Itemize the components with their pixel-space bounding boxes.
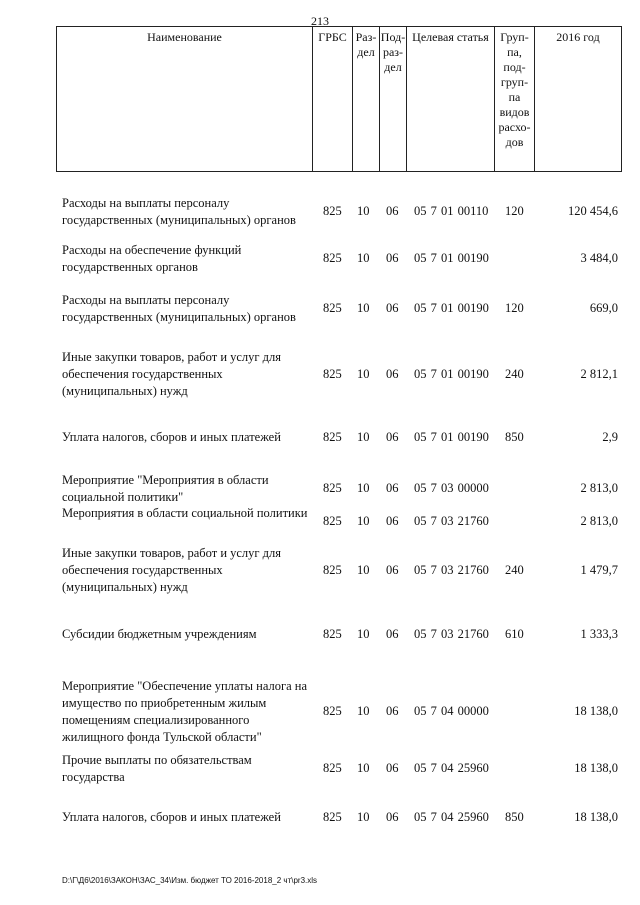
- row-group: 120: [505, 301, 524, 315]
- header-year: 2016 год: [556, 30, 600, 44]
- row-grbs: 825: [323, 204, 342, 218]
- row-name: Расходы на обеспечение функций государственных органов: [62, 243, 242, 274]
- row-name: Уплата налогов, сборов и иных платежей: [62, 810, 281, 824]
- header-grbs: ГРБС: [313, 27, 353, 171]
- row-amount: 18 138,0: [574, 761, 618, 775]
- row-podrazdel: 06: [386, 481, 399, 495]
- row-grbs: 825: [323, 481, 342, 495]
- row-razdel: 10: [357, 810, 370, 824]
- row-name: Расходы на выплаты персоналу государственных (муниципальных) органов: [62, 196, 296, 227]
- row-target: 05 7 04 25960: [414, 810, 489, 824]
- row-podrazdel: 06: [386, 367, 399, 381]
- table-header: [56, 26, 622, 172]
- row-amount: 2 813,0: [580, 481, 618, 495]
- row-podrazdel: 06: [386, 627, 399, 641]
- row-grbs: 825: [323, 367, 342, 381]
- row-amount: 669,0: [589, 301, 618, 315]
- header-target: Целевая статья: [407, 27, 495, 171]
- row-target: 05 7 03 21760: [414, 514, 489, 528]
- row-target: 05 7 01 00190: [414, 251, 489, 265]
- row-group: 850: [505, 810, 524, 824]
- row-grbs: 825: [323, 704, 342, 718]
- row-name: Мероприятие "Мероприятия в области социальной политики": [62, 473, 269, 504]
- header-razdel: Раз- дел: [353, 27, 380, 171]
- row-razdel: 10: [357, 251, 370, 265]
- row-name: Расходы на выплаты персоналу государственных (муниципальных) органов: [62, 293, 296, 324]
- row-name: Мероприятие "Обеспечение уплаты налога на имущество по приобретенным жилым помещениям специализированного жилищного фонда Тульской области": [62, 679, 308, 744]
- row-target: 05 7 01 00190: [414, 367, 489, 381]
- header-name: Наименование: [57, 27, 313, 171]
- row-target: 05 7 03 00000: [414, 481, 489, 495]
- row-podrazdel: 06: [386, 810, 399, 824]
- header-group: Груп- па, под- груп- па видов расхо- дов: [495, 27, 535, 171]
- row-amount: 2 812,1: [580, 367, 618, 381]
- file-path-footer: D:\Г\Д6\2016\ЗАКОН\ЗАС_34\Изм. бюджет ТО 2016-2018_2 чт\pr3.xls: [62, 876, 318, 885]
- row-name: Иные закупки товаров, работ и услуг для обеспечения государственных (муниципальных) нужд: [62, 350, 282, 398]
- header-podrazdel: Под- раз- дел: [380, 27, 407, 171]
- row-name: Субсидии бюджетным учреждениям: [62, 627, 257, 641]
- row-podrazdel: 06: [386, 204, 399, 218]
- row-group: 240: [505, 563, 524, 577]
- row-group: 610: [505, 627, 524, 641]
- page-number: 213: [311, 14, 329, 28]
- row-amount: 3 484,0: [580, 251, 618, 265]
- row-grbs: 825: [323, 251, 342, 265]
- row-razdel: 10: [357, 563, 370, 577]
- row-podrazdel: 06: [386, 514, 399, 528]
- row-name: Мероприятия в области социальной политики: [62, 506, 308, 520]
- row-name: Уплата налогов, сборов и иных платежей: [62, 430, 281, 444]
- row-razdel: 10: [357, 761, 370, 775]
- row-podrazdel: 06: [386, 251, 399, 265]
- row-amount: 18 138,0: [574, 704, 618, 718]
- row-amount: 1 479,7: [580, 563, 618, 577]
- row-target: 05 7 04 25960: [414, 761, 489, 775]
- row-target: 05 7 01 00110: [414, 204, 489, 218]
- row-target: 05 7 03 21760: [414, 563, 489, 577]
- row-amount: 120 454,6: [568, 204, 618, 218]
- row-razdel: 10: [357, 204, 370, 218]
- row-podrazdel: 06: [386, 430, 399, 444]
- row-amount: 18 138,0: [574, 810, 618, 824]
- row-podrazdel: 06: [386, 761, 399, 775]
- row-grbs: 825: [323, 514, 342, 528]
- row-group: 850: [505, 430, 524, 444]
- row-group: 240: [505, 367, 524, 381]
- row-razdel: 10: [357, 430, 370, 444]
- row-podrazdel: 06: [386, 704, 399, 718]
- row-grbs: 825: [323, 301, 342, 315]
- row-target: 05 7 03 21760: [414, 627, 489, 641]
- row-group: 120: [505, 204, 524, 218]
- row-amount: 2,9: [602, 430, 618, 444]
- row-podrazdel: 06: [386, 563, 399, 577]
- row-amount: 1 333,3: [580, 627, 618, 641]
- row-razdel: 10: [357, 481, 370, 495]
- row-podrazdel: 06: [386, 301, 399, 315]
- row-name: Прочие выплаты по обязательствам государства: [62, 753, 252, 784]
- row-name: Иные закупки товаров, работ и услуг для обеспечения государственных (муниципальных) нужд: [62, 546, 282, 594]
- row-grbs: 825: [323, 761, 342, 775]
- row-razdel: 10: [357, 627, 370, 641]
- row-grbs: 825: [323, 563, 342, 577]
- row-grbs: 825: [323, 430, 342, 444]
- row-grbs: 825: [323, 627, 342, 641]
- row-target: 05 7 01 00190: [414, 430, 489, 444]
- row-razdel: 10: [357, 301, 370, 315]
- row-target: 05 7 04 00000: [414, 704, 489, 718]
- row-grbs: 825: [323, 810, 342, 824]
- row-razdel: 10: [357, 367, 370, 381]
- row-razdel: 10: [357, 704, 370, 718]
- row-target: 05 7 01 00190: [414, 301, 489, 315]
- row-razdel: 10: [357, 514, 370, 528]
- row-amount: 2 813,0: [580, 514, 618, 528]
